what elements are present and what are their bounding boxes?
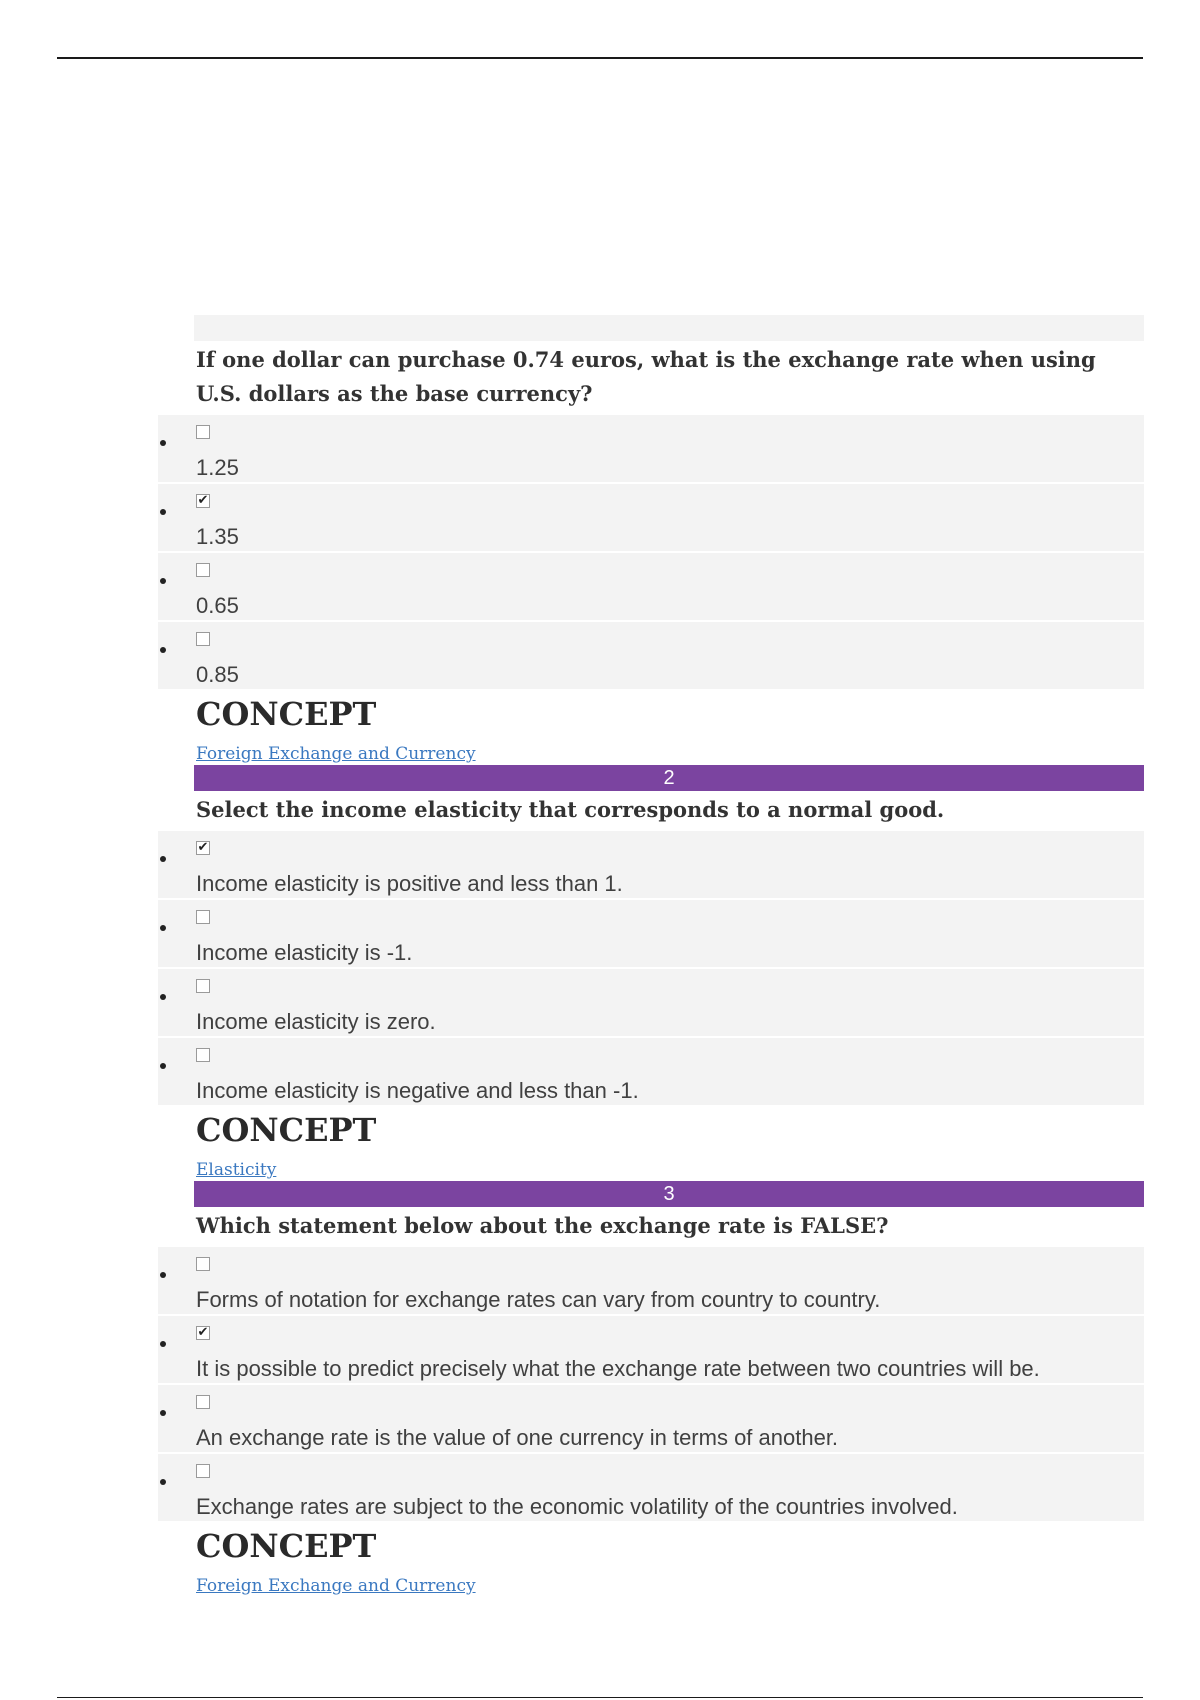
answer-label: 0.65 <box>196 593 239 618</box>
checkbox[interactable] <box>196 910 210 924</box>
checkbox[interactable] <box>196 563 210 577</box>
bullet-icon <box>160 578 166 584</box>
concept-heading: CONCEPT <box>196 1527 377 1565</box>
top-rule <box>57 57 1143 59</box>
checkbox[interactable] <box>196 1395 210 1409</box>
question-number-band: 3 <box>194 1181 1144 1207</box>
answer-label: Exchange rates are subject to the economic volatility of the countries involved. <box>196 1494 958 1519</box>
answer-label: An exchange rate is the value of one currency in terms of another. <box>196 1425 839 1450</box>
answer-option[interactable] <box>158 829 1144 898</box>
checkbox[interactable] <box>196 425 210 439</box>
question-text: If one dollar can purchase 0.74 euros, what is the exchange rate when using U.S. dollars as the base currency? <box>196 347 1096 406</box>
concept-link[interactable]: Elasticity <box>196 1160 277 1180</box>
question-text: Select the income elasticity that corresponds to a normal good. <box>196 797 945 822</box>
question-text: Which statement below about the exchange rate is FALSE? <box>196 1213 889 1238</box>
answer-label: It is possible to predict precisely what the exchange rate between two countries will be. <box>196 1356 1040 1381</box>
answer-label: Forms of notation for exchange rates can vary from country to country. <box>196 1287 881 1312</box>
question-header-band <box>194 315 1144 341</box>
checkbox[interactable]: ✔ <box>197 840 209 855</box>
answer-option[interactable] <box>158 1383 1144 1452</box>
answer-label: 1.35 <box>196 524 239 549</box>
bullet-icon <box>160 925 166 931</box>
checkbox[interactable] <box>196 1257 210 1271</box>
bullet-icon <box>160 1341 166 1347</box>
checkbox[interactable]: ✔ <box>197 1325 209 1340</box>
bullet-icon <box>160 856 166 862</box>
bullet-icon <box>160 994 166 1000</box>
answer-label: Income elasticity is negative and less than -1. <box>196 1078 639 1103</box>
answer-option[interactable] <box>158 898 1144 967</box>
answer-label: Income elasticity is positive and less than 1. <box>196 871 623 896</box>
answer-option[interactable] <box>158 1245 1144 1314</box>
bullet-icon <box>160 647 166 653</box>
bullet-icon <box>160 440 166 446</box>
answer-label: Income elasticity is -1. <box>196 940 413 965</box>
concept-link[interactable]: Foreign Exchange and Currency <box>196 744 476 764</box>
checkbox[interactable] <box>196 632 210 646</box>
quiz <box>0 315 1200 1597</box>
answer-option[interactable] <box>158 551 1144 620</box>
bottom-rule <box>57 1697 1143 1698</box>
bullet-icon <box>160 1479 166 1485</box>
bullet-icon <box>160 1272 166 1278</box>
checkbox[interactable] <box>196 1048 210 1062</box>
concept-link[interactable]: Foreign Exchange and Currency <box>196 1576 476 1596</box>
answer-label: 1.25 <box>196 455 239 480</box>
checkbox[interactable] <box>196 979 210 993</box>
bullet-icon <box>160 509 166 515</box>
concept-heading: CONCEPT <box>196 695 377 733</box>
checkbox[interactable] <box>196 1464 210 1478</box>
answer-label: 0.85 <box>196 662 239 687</box>
bullet-icon <box>160 1410 166 1416</box>
answer-option[interactable] <box>158 1314 1144 1383</box>
answer-option[interactable] <box>158 482 1144 551</box>
bullet-icon <box>160 1063 166 1069</box>
checkbox[interactable]: ✔ <box>197 493 209 508</box>
question-number-band: 2 <box>194 765 1144 791</box>
answer-option[interactable] <box>158 1452 1144 1521</box>
answer-option[interactable] <box>158 413 1144 482</box>
answer-option[interactable] <box>158 967 1144 1036</box>
answer-option[interactable] <box>158 1036 1144 1105</box>
answer-label: Income elasticity is zero. <box>196 1009 436 1034</box>
concept-heading: CONCEPT <box>196 1111 377 1149</box>
answer-option[interactable] <box>158 620 1144 689</box>
